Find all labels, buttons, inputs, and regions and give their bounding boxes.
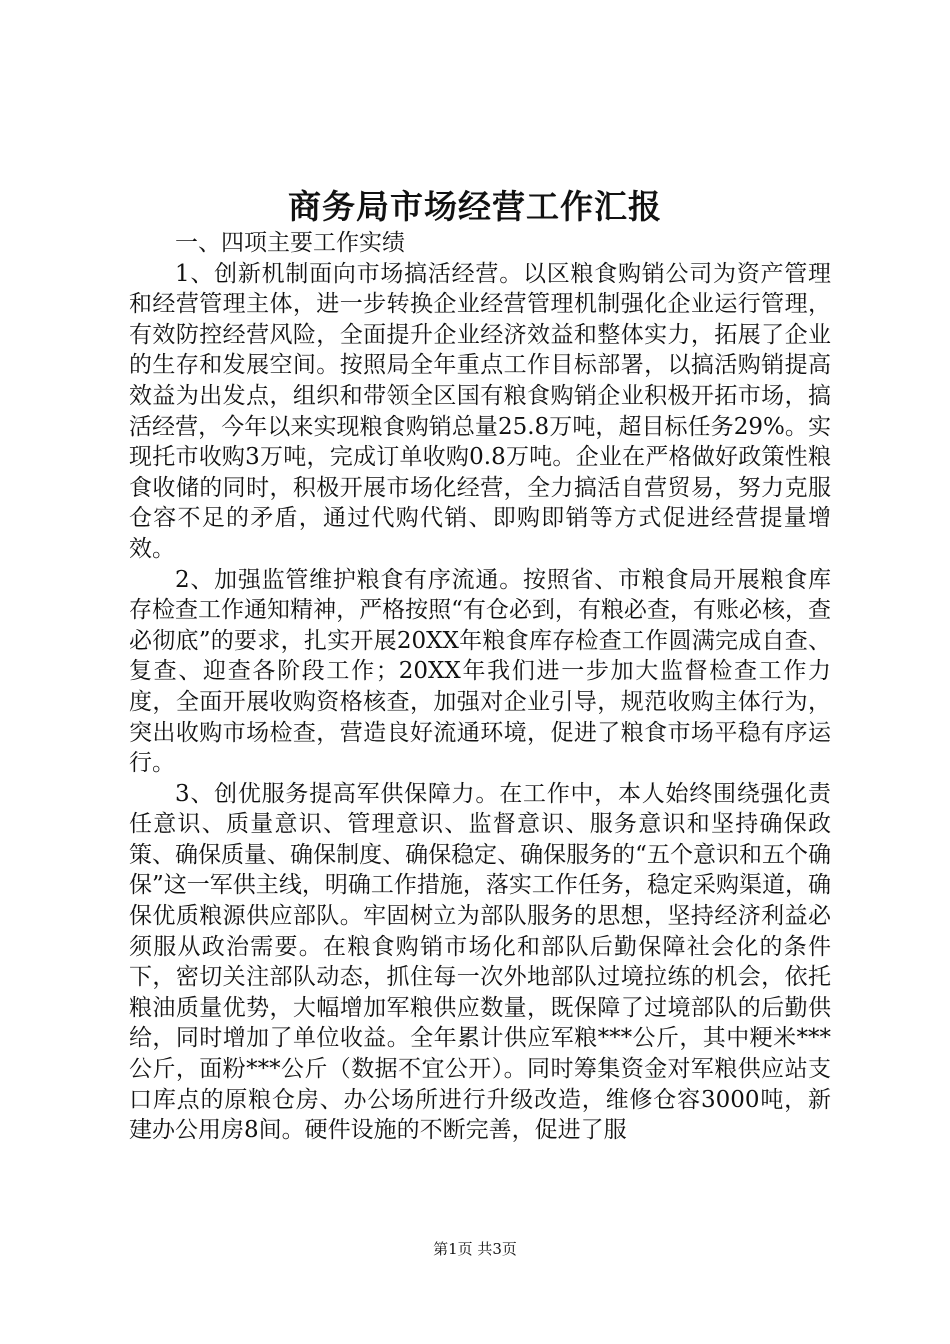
section-heading: 一、四项主要工作实绩 bbox=[175, 230, 405, 256]
paragraph-item-1: 1、创新机制面向市场搞活经营。以区粮食购销公司为资产管理和经营管理主体，进一步转换企业经营管理机制强化企业运行管理，有效防控经营风险，全面提升企业经济效益和整体实力，拓展了企业的生存和发展空间。按照局全年重点工作目标部署，以搞活购销提高效益为出发点，组织和带领全区国有粮食购销企业积极开拓市场，搞活经营，今年以来实现粮食购销总量25.8万吨，超目标任务29%。实现托市收购3万吨，完成订单收购0.8万吨。企业在严格做好政策性粮食收储的同时，积极开展市场化经营，全力搞活自营贸易，努力克服仓容不足的矛盾，通过代购代销、即购即销等方式促进经营提量增效。 bbox=[129, 260, 831, 562]
document-title: 商务局市场经营工作汇报 bbox=[288, 187, 662, 226]
page-number-footer: 第1页 共3页 bbox=[433, 1240, 517, 1258]
paragraph-item-3: 3、创优服务提高军供保障力。在工作中，本人始终围绕强化责任意识、质量意识、管理意识、监督意识、服务意识和坚持确保政策、确保质量、确保制度、确保稳定、确保服务的“五个意识和五个确保”这一军供主线，明确工作措施，落实工作任务，稳定采购渠道，确保优质粮源供应部队。牢固树立为部队服务的思想，坚持经济利益必须服从政治需要。在粮食购销市场化和部队后勤保障社会化的条件下，密切关注部队动态，抓住每一次外地部队过境拉练的机会，依托粮油质量优势，大幅增加军粮供应数量，既保障了过境部队的后勤供给，同时增加了单位收益。全年累计供应军粮***公斤，其中粳米***公斤，面粉***公斤（数据不宜公开）。同时筹集资金对军粮供应站支口库点的原粮仓房、办公场所进行升级改造，维修仓容3000吨，新建办公用房8间。硬件设施的不断完善，促进了服 bbox=[129, 780, 831, 1144]
document-body bbox=[129, 228, 831, 1146]
paragraph-item-2: 2、加强监管维护粮食有序流通。按照省、市粮食局开展粮食库存检查工作通知精神，严格按照“有仓必到，有粮必查，有账必核，查必彻底”的要求，扎实开展20XX年粮食库存检查工作圆满完成自查、复查、迎查各阶段工作；20XX年我们进一步加大监督检查工作力度，全面开展收购资格核查，加强对企业引导，规范收购主体行为，突出收购市场检查，营造良好流通环境，促进了粮食市场平稳有序运行。 bbox=[129, 566, 831, 777]
